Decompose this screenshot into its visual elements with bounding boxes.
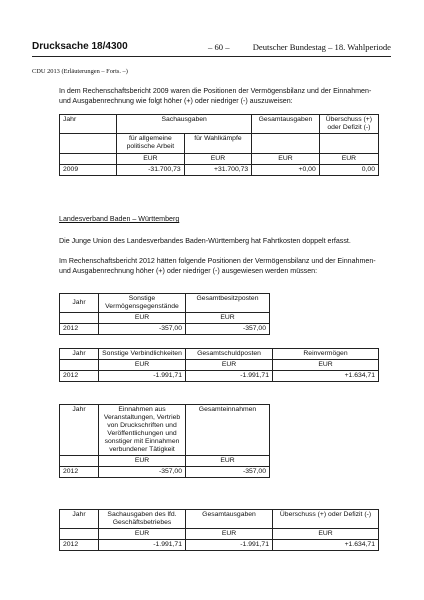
col-gesamtausgaben: Gesamtausgaben: [252, 115, 320, 134]
cell-gesamtbesitzposten: -357,00: [186, 324, 270, 335]
cell-politische-arbeit: -31.700,73: [117, 165, 185, 176]
col-jahr: Jahr: [60, 115, 117, 134]
cell-jahr: 2012: [60, 371, 99, 382]
page-header: [32, 41, 391, 55]
col-reinvermoegen: Reinvermögen: [273, 349, 379, 360]
table-row: [60, 324, 270, 335]
unit-label: EUR: [99, 529, 186, 540]
header-rule: [32, 56, 391, 57]
col-sachausgaben: Sachausgaben: [117, 115, 252, 134]
col-gesamtschuldposten: Gesamtschuldposten: [186, 349, 273, 360]
table-row: [60, 540, 379, 551]
unit-label: EUR: [99, 456, 186, 467]
cell-sonstige-verbindlichkeiten: -1.991,71: [99, 371, 186, 382]
col-sachausgaben-geschaeftsbetrieb: Sachausgaben des lfd. Geschäftsbetriebes: [99, 510, 186, 529]
unit-label: EUR: [273, 529, 379, 540]
unit-label: EUR: [99, 313, 186, 324]
cell-jahr: 2012: [60, 540, 99, 551]
table-vermoegen: [59, 293, 270, 335]
cell-sachausgaben-geschaeftsbetrieb: -1.991,71: [99, 540, 186, 551]
cell-wahlkaempfe: +31.700,73: [184, 165, 252, 176]
unit-label: EUR: [186, 360, 273, 371]
table-row: [60, 371, 379, 382]
table-2009: [59, 114, 379, 176]
cell-gesamtschuldposten: -1.991,71: [186, 371, 273, 382]
col-jahr: Jahr: [60, 405, 99, 456]
unit-label: EUR: [99, 360, 186, 371]
publisher-label: Deutscher Bundestag – 18. Wahlperiode: [252, 42, 391, 52]
col-jahr: Jahr: [60, 294, 99, 313]
cell-einnahmen-veranstaltungen: -357,00: [99, 467, 186, 478]
col-jahr: Jahr: [60, 349, 99, 360]
unit-label: EUR: [186, 313, 270, 324]
page-number: – 60 –: [208, 42, 230, 52]
col-ueberschuss: Überschuss (+) oder Defizit (-): [273, 510, 379, 529]
table-schulden: [59, 348, 379, 382]
col-gesamtbesitzposten: Gesamtbesitzposten: [186, 294, 270, 313]
table-einnahmen: [59, 404, 270, 478]
unit-label: EUR: [184, 154, 252, 165]
sub-politische-arbeit: für allgemeine politische Arbeit: [117, 134, 185, 154]
drucksache-number: Drucksache 18/4300: [32, 41, 128, 52]
cell-jahr: 2012: [60, 467, 99, 478]
col-einnahmen-veranstaltungen: Einnahmen aus Veranstaltungen, Vertrieb von Druckschriften und Veröffentlichungen und sonstiger mit Einnahmen verbundener Tätigkeit: [99, 405, 186, 456]
col-sonstige-verbindlichkeiten: Sonstige Verbindlichkeiten: [99, 349, 186, 360]
intro-2009-paragraph: In dem Rechenschaftsbericht 2009 waren die Positionen der Vermögensbilanz und der Einnahmen- und Ausgabenrechnung wie folgt höher (+) oder niedriger (-) auszuweisen:: [59, 87, 372, 105]
unit-label: EUR: [186, 529, 273, 540]
cell-jahr: 2012: [60, 324, 99, 335]
col-gesamtausgaben: Gesamtausgaben: [186, 510, 273, 529]
cell-gesamtausgaben: -1.991,71: [186, 540, 273, 551]
unit-label: EUR: [117, 154, 185, 165]
cell-ueberschuss: +1.634,71: [273, 540, 379, 551]
junge-union-paragraph: Die Junge Union des Landesverbandes Baden-Württemberg hat Fahrtkosten doppelt erfasst.: [59, 237, 351, 245]
cell-ueberschuss: 0,00: [319, 165, 378, 176]
col-jahr: Jahr: [60, 510, 99, 529]
unit-label: EUR: [252, 154, 320, 165]
sub-wahlkaempfe: für Wahlkämpfe: [184, 134, 252, 154]
cell-sonstige-vermoegensgegenstaende: -357,00: [99, 324, 186, 335]
intro-2012-paragraph: Im Rechenschaftsbericht 2012 hätten folgende Positionen der Vermögensbilanz und der Einnahmen- und Ausgabenrechnung höher (+) oder niedriger (-) ausgewiesen werden müssen:: [59, 257, 376, 275]
unit-label: EUR: [186, 456, 270, 467]
unit-label: EUR: [319, 154, 378, 165]
section-heading: Landesverband Baden – Württemberg: [59, 215, 180, 223]
cell-gesamteinnahmen: -357,00: [186, 467, 270, 478]
col-gesamteinnahmen: Gesamteinnahmen: [186, 405, 270, 456]
continuation-note: CDU 2013 (Erläuterungen – Forts. –): [32, 68, 128, 75]
cell-jahr: 2009: [60, 165, 117, 176]
table-ausgaben: [59, 509, 379, 551]
table-row: [60, 467, 270, 478]
col-ueberschuss: Überschuss (+) oder Defizit (-): [319, 115, 378, 134]
cell-reinvermoegen: +1.634,71: [273, 371, 379, 382]
table-row: [60, 165, 379, 176]
col-sonstige-vermoegensgegenstaende: Sonstige Vermögensgegenstände: [99, 294, 186, 313]
cell-gesamtausgaben: +0,00: [252, 165, 320, 176]
unit-label: EUR: [273, 360, 379, 371]
